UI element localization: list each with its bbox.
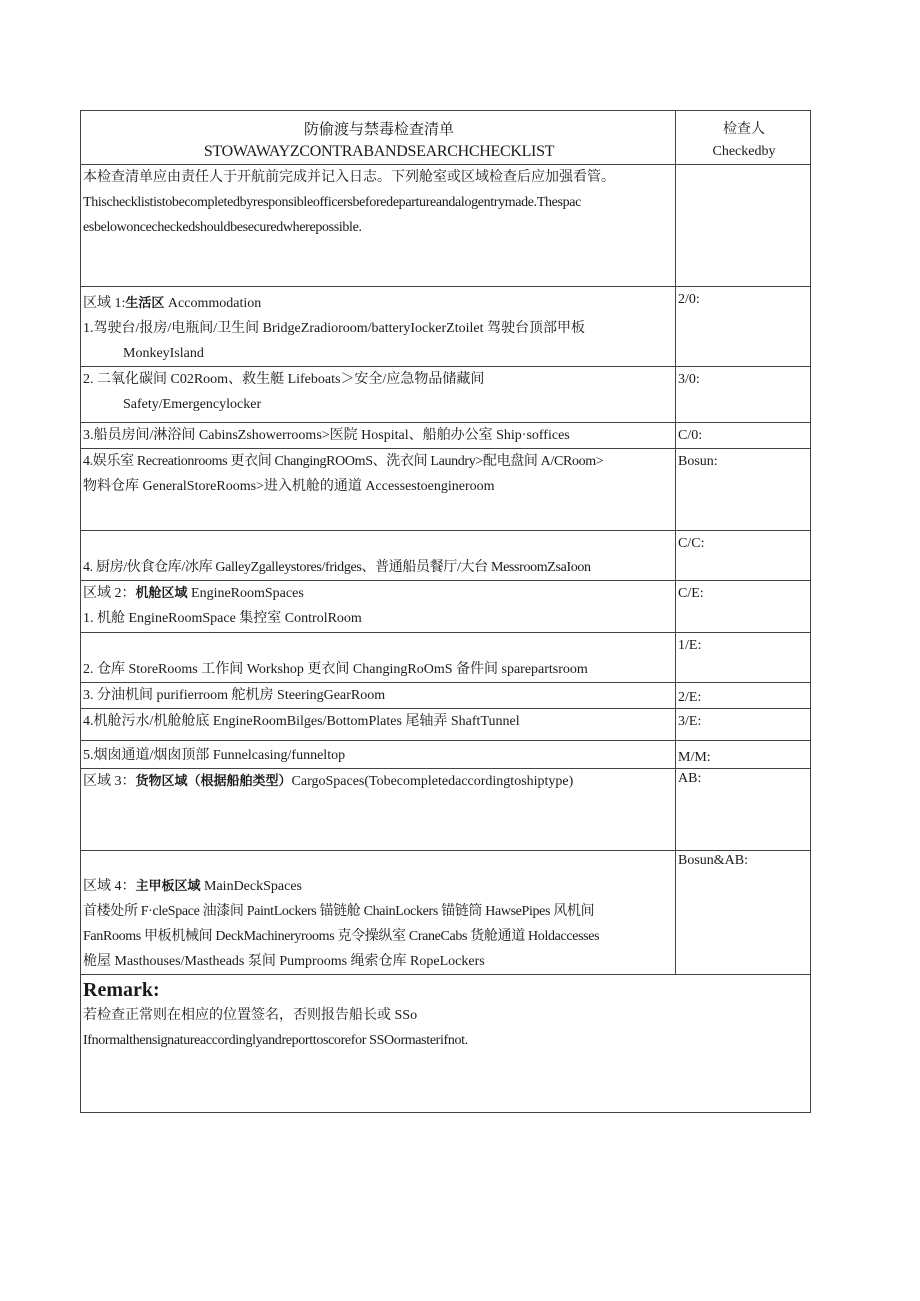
zone1-label-en: Accommodation xyxy=(167,296,262,311)
zone1-label-prefix: 区域 1: xyxy=(83,296,126,311)
zone2-cell-2 xyxy=(81,633,676,683)
intro-cn: 本检查清单应由责任人于开航前完成并记入日志。下列舱室或区域检查后应加强看管。 xyxy=(83,170,615,185)
zone2-row-2 xyxy=(81,633,811,683)
zone4-heading xyxy=(83,874,675,899)
zone1-label-bold: 生活区 xyxy=(125,296,165,311)
checker-header-cn: 检查人 xyxy=(723,122,765,137)
zone1-row-2 xyxy=(81,367,811,423)
zone1-item-3-line1: 3.船员房间/淋浴间 CabinsZshowerrooms>医院 Hospital、船舶办公室 Ship·soffices xyxy=(83,428,570,443)
zone1-item-2-line1: 2. 二氧化碳间 C02Room、救生艇 Lifeboats＞安全/应急物品储藏间 xyxy=(83,372,485,387)
zone1-item-5-line1: 4. 厨房/伙食仓库/冰库 GalleyZgalleystores/fridges、普通船员餐厅/大台 MessroomZsaIoon xyxy=(83,560,591,575)
zone3-checker: AB: xyxy=(676,769,811,851)
zone2-row-3 xyxy=(81,683,811,709)
zone3-label-prefix: 区域 3： xyxy=(83,774,136,789)
zone1-row-3 xyxy=(81,423,811,449)
zone2-heading xyxy=(83,581,675,606)
zone4-line3: 桅屋 Masthouses/Mastheads 泵间 Pumprooms 绳索仓库 RopeLockers xyxy=(83,954,485,969)
zone2-checker-1: C/E: xyxy=(676,581,811,633)
zone1-cell-4 xyxy=(81,449,676,531)
intro-checker-cell xyxy=(676,165,811,287)
zone1-item-4-line2: 物料仓库 GeneralStoreRooms>进入机舱的通道 Accessestoengineroom xyxy=(83,479,495,494)
zone2-cell-3 xyxy=(81,683,676,709)
zone1-checker-2: 3/0: xyxy=(676,367,811,423)
zone1-item-1-line1: 1.驾驶台/报房/电瓶间/卫生间 BridgeZradioroom/batteryIockerZtoilet 驾驶台顶部甲板 xyxy=(83,321,585,336)
zone2-row-4 xyxy=(81,709,811,741)
zone2-checker-2: 1/E: xyxy=(676,633,811,683)
zone2-cell-5 xyxy=(81,741,676,769)
zone3-heading xyxy=(83,769,675,794)
checklist-sheet xyxy=(80,110,806,1113)
title-cn: 防偷渡与禁毒检查清单 xyxy=(303,122,454,138)
zone1-row-5 xyxy=(81,531,811,581)
zone1-row-1 xyxy=(81,287,811,367)
zone1-checker-5: C/C: xyxy=(676,531,811,581)
zone1-cell-2 xyxy=(81,367,676,423)
title-cell xyxy=(81,111,676,165)
zone2-item-2-line1: 2. 仓库 StoreRooms 工作间 Workshop 更衣间 ChangingRoOmS 备件间 sparepartsroom xyxy=(83,662,588,677)
zone2-checker-3: 2/E: xyxy=(676,683,811,709)
zone1-item-4-line1: 4.娱乐室 Recreationrooms 更衣间 ChangingROOmS、洗衣间 Laundry>配电盘间 A/CRoom> xyxy=(83,454,604,469)
zone4-label-bold: 主甲板区域 xyxy=(135,879,201,894)
zone2-item-3-line1: 3. 分油机间 purifierroom 舵机房 SteeringGearRoom xyxy=(83,688,386,703)
zone3-row xyxy=(81,769,811,851)
zone2-item-4-line1: 4.机舱污水/机舱舱底 EngineRoomBilges/BottomPlates 尾轴弄 ShaftTunnel xyxy=(83,714,520,729)
zone3-label-bold: 货物区域（根据船舶类型） xyxy=(135,774,292,789)
zone2-cell-4 xyxy=(81,709,676,741)
zone2-row-5 xyxy=(81,741,811,769)
zone2-checker-4: 3/E: xyxy=(676,709,811,741)
zone4-checker: Bosun&AB: xyxy=(676,851,811,975)
zone1-row-4 xyxy=(81,449,811,531)
remark-cn: 若检查正常则在相应的位置签名，否则报告船长或 SSo xyxy=(83,1008,418,1023)
zone4-label-en: MainDeckSpaces xyxy=(204,879,302,894)
zone4-line2: FanRooms 甲板机械间 DeckMachineryrooms 克令操纵室 CraneCabs 货舱通道 Holdaccesses xyxy=(83,929,600,944)
zone3-label-en: CargoSpaces(Tobecompletedaccordingtoshiptype) xyxy=(291,774,574,789)
zone3-cell xyxy=(81,769,676,851)
zone2-label-en: EngineRoomSpaces xyxy=(191,586,304,601)
zone2-item-1-line1: 1. 机舱 EngineRoomSpace 集控室 ControlRoom xyxy=(83,611,362,626)
title-en: STOWAWAYZCONTRABANDSEARCHCHECKLIST xyxy=(203,143,555,160)
zone2-item-5-line1: 5.烟囱通道/烟囱顶部 Funnelcasing/funneltop xyxy=(83,748,346,763)
zone1-heading xyxy=(83,287,675,316)
zone1-cell-1 xyxy=(81,287,676,367)
intro-cell xyxy=(81,165,676,287)
remark-row xyxy=(81,975,811,1113)
remark-en: Ifnormalthensignatureaccordinglyandreporttoscorefor SSOormasterifnot. xyxy=(83,1033,468,1048)
checker-header-cell xyxy=(676,111,811,165)
zone4-cell xyxy=(81,851,676,975)
zone1-item-2-line2: Safety/Emergencylocker xyxy=(123,397,262,412)
intro-en-line1: Thischecklististobecompletedbyresponsibleofficersbeforedepartureandalogentrymade.Thespac xyxy=(83,195,582,210)
zone1-checker-3: C/0: xyxy=(676,423,811,449)
remark-cell xyxy=(81,975,811,1113)
intro-row xyxy=(81,165,811,287)
zone1-cell-5 xyxy=(81,531,676,581)
zone1-cell-3 xyxy=(81,423,676,449)
zone4-line1: 首楼处所 F·cleSpace 油漆间 PaintLockers 锚链舱 ChainLockers 锚链筒 HawsePipes 风机间 xyxy=(83,904,595,919)
zone4-row xyxy=(81,851,811,975)
checker-header-en: Checkedby xyxy=(712,144,776,159)
zone1-checker-4: Bosun: xyxy=(676,449,811,531)
header-row xyxy=(81,111,811,165)
checklist-table xyxy=(80,110,811,1113)
zone1-checker-1: 2/0: xyxy=(676,287,811,367)
zone2-checker-5: M/M: xyxy=(676,741,811,769)
intro-en-line2: esbelowoncecheckedshouldbesecuredwherepossible. xyxy=(83,220,362,235)
zone2-label-bold: 机舱区域 xyxy=(135,586,188,601)
zone1-item-1-line2: MonkeyIsland xyxy=(123,346,204,361)
zone2-label-prefix: 区域 2： xyxy=(83,586,136,601)
zone2-cell-1 xyxy=(81,581,676,633)
zone2-row-1 xyxy=(81,581,811,633)
remark-title: Remark: xyxy=(83,979,160,1001)
zone4-label-prefix: 区域 4： xyxy=(83,879,136,894)
